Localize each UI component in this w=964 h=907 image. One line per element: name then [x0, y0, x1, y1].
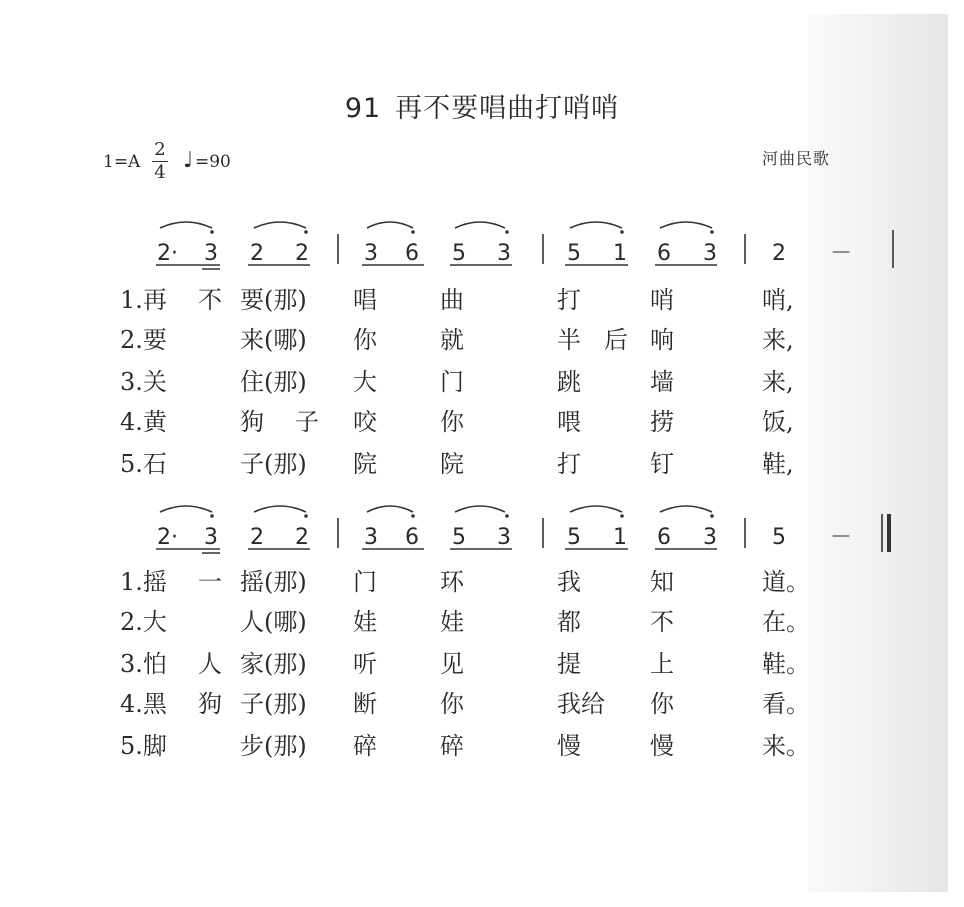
lyric-syllable: 人(哪)	[240, 608, 307, 636]
final-bar-line-thick	[887, 514, 891, 552]
verse-line	[0, 362, 964, 396]
lyric-syllable: 娃	[440, 608, 464, 636]
lyric-syllable: 门	[353, 568, 377, 596]
lyric-syllable: 子	[295, 408, 319, 436]
note: 3	[204, 525, 218, 550]
lyric-syllable: 不	[198, 286, 222, 314]
lyric-syllable: 鞋,	[762, 450, 794, 478]
lyric-syllable: 子(那)	[240, 450, 307, 478]
lyric-syllable: 人	[198, 650, 222, 678]
note: 2·	[157, 525, 178, 550]
lyric-syllable: 4.黑	[120, 690, 167, 718]
verse-line	[0, 444, 964, 478]
lyric-syllable: 你	[440, 690, 464, 718]
note: 3	[497, 525, 511, 550]
song-name: 再不要唱曲打哨哨	[395, 93, 620, 124]
lyric-syllable: 碎	[440, 732, 464, 760]
time-signature-bottom: 4	[154, 162, 166, 183]
lyric-syllable: 打	[557, 286, 581, 314]
lyric-syllable: 后	[604, 326, 628, 354]
note: 6	[657, 241, 671, 266]
slur	[367, 506, 413, 512]
slur	[367, 222, 413, 228]
lyric-syllable: 上	[650, 650, 674, 678]
slur	[570, 222, 622, 228]
note: 2	[250, 241, 264, 266]
lyric-syllable: 3.关	[120, 368, 167, 396]
lyric-syllable: 5.脚	[120, 732, 167, 760]
lyric-syllable: 要(那)	[240, 286, 307, 314]
lyric-syllable: 5.石	[120, 450, 167, 478]
song-number: 91	[344, 93, 382, 124]
slur	[660, 222, 712, 228]
verse-line	[0, 320, 964, 354]
verse-line	[0, 280, 964, 314]
note: 5	[567, 241, 581, 266]
time-signature-top: 2	[154, 139, 166, 160]
verse-line	[0, 644, 964, 678]
lyric-syllable: 就	[440, 326, 464, 354]
note: 3	[364, 525, 378, 550]
lyric-syllable: 听	[353, 650, 377, 678]
lyric-syllable: 狗	[198, 690, 222, 718]
lyric-syllable: 院	[353, 450, 377, 478]
lyric-syllable: 摇(那)	[240, 568, 307, 596]
note: 3	[204, 241, 218, 266]
slur	[455, 506, 505, 512]
lyric-syllable: 你	[440, 408, 464, 436]
lyric-syllable: 都	[557, 608, 581, 636]
lyric-syllable: 喂	[557, 408, 581, 436]
lyric-syllable: 我	[557, 568, 581, 596]
note: 1	[613, 241, 627, 266]
lyric-syllable: 门	[440, 368, 464, 396]
lyric-syllable: 我给	[557, 690, 605, 718]
lyric-syllable: 住(那)	[240, 368, 307, 396]
note: 5	[452, 241, 466, 266]
lyric-syllable: 鞋。	[762, 650, 810, 678]
lyric-syllable: 不	[650, 608, 674, 636]
lyric-syllable: 来。	[762, 732, 810, 760]
note: 2	[295, 525, 309, 550]
note: 6	[657, 525, 671, 550]
song-origin: 河曲民歌	[762, 149, 831, 168]
notation-row-1	[0, 218, 964, 268]
lyric-syllable: 步(那)	[240, 732, 307, 760]
lyric-syllable: 来(哪)	[240, 326, 307, 354]
note: －	[830, 525, 853, 550]
lyric-syllable: 1.再	[120, 286, 167, 314]
note: 1	[613, 525, 627, 550]
note: 5	[567, 525, 581, 550]
note: 3	[364, 241, 378, 266]
note: 2	[295, 241, 309, 266]
song-title	[0, 86, 964, 125]
lyric-syllable: 曲	[440, 286, 464, 314]
lyric-syllable: 半	[557, 326, 581, 354]
lyric-syllable: 环	[440, 568, 464, 596]
lyric-syllable: 捞	[650, 408, 674, 436]
lyric-syllable: 你	[650, 690, 674, 718]
verse-line	[0, 402, 964, 436]
lyric-syllable: 子(那)	[240, 690, 307, 718]
lyric-syllable: 娃	[353, 608, 377, 636]
note: 2·	[157, 241, 178, 266]
lyric-syllable: 见	[440, 650, 464, 678]
slur	[254, 222, 306, 228]
lyric-syllable: 提	[557, 650, 581, 678]
lyric-syllable: 响	[650, 326, 674, 354]
lyric-syllable: 道。	[762, 568, 810, 596]
note: 5	[772, 525, 786, 550]
lyric-syllable: 院	[440, 450, 464, 478]
lyric-syllable: 慢	[650, 732, 674, 760]
lyric-syllable: 唱	[353, 286, 377, 314]
lyric-syllable: 来,	[762, 368, 794, 396]
lyric-syllable: 在。	[762, 608, 810, 636]
lyric-syllable: 钉	[650, 450, 674, 478]
lyric-syllable: 知	[650, 568, 674, 596]
lyric-syllable: 你	[353, 326, 377, 354]
slur	[160, 222, 212, 228]
lyric-syllable: 哨,	[762, 286, 794, 314]
verse-line	[0, 684, 964, 718]
slur	[254, 506, 306, 512]
lyric-syllable: 来,	[762, 326, 794, 354]
note: 5	[452, 525, 466, 550]
quarter-note-icon: ♩	[183, 148, 194, 173]
lyric-syllable: 断	[353, 690, 377, 718]
slur	[160, 506, 212, 512]
lyric-syllable: 1.摇	[120, 568, 167, 596]
lyric-syllable: 4.黄	[120, 408, 167, 436]
lyric-syllable: 打	[557, 450, 581, 478]
note: 6	[405, 241, 419, 266]
lyric-syllable: 看。	[762, 690, 810, 718]
verse-line	[0, 726, 964, 760]
lyric-syllable: 饭,	[762, 408, 794, 436]
note: 2	[772, 241, 786, 266]
slur	[660, 506, 712, 512]
lyric-syllable: 墙	[650, 368, 674, 396]
notation-row-2	[0, 502, 964, 552]
time-signature	[152, 140, 168, 183]
lyric-syllable: 3.怕	[120, 650, 167, 678]
lyric-syllable: 碎	[353, 732, 377, 760]
slur	[455, 222, 505, 228]
note: 3	[497, 241, 511, 266]
note: 6	[405, 525, 419, 550]
tempo-marking: =90	[195, 152, 231, 172]
lyric-syllable: 跳	[557, 368, 581, 396]
key-signature: 1=A	[103, 152, 141, 172]
slur	[570, 506, 622, 512]
note: －	[830, 241, 853, 266]
lyric-syllable: 慢	[557, 732, 581, 760]
lyric-syllable: 2.要	[120, 326, 167, 354]
lyric-syllable: 哨	[650, 286, 674, 314]
lyric-syllable: 一	[198, 568, 222, 596]
lyric-syllable: 大	[353, 368, 377, 396]
lyric-syllable: 咬	[353, 408, 377, 436]
verse-line	[0, 602, 964, 636]
note: 2	[250, 525, 264, 550]
lyric-syllable: 狗	[240, 408, 264, 436]
lyric-syllable: 2.大	[120, 608, 167, 636]
note: 3	[703, 241, 717, 266]
verse-line	[0, 562, 964, 596]
lyric-syllable: 家(那)	[240, 650, 307, 678]
note: 3	[703, 525, 717, 550]
